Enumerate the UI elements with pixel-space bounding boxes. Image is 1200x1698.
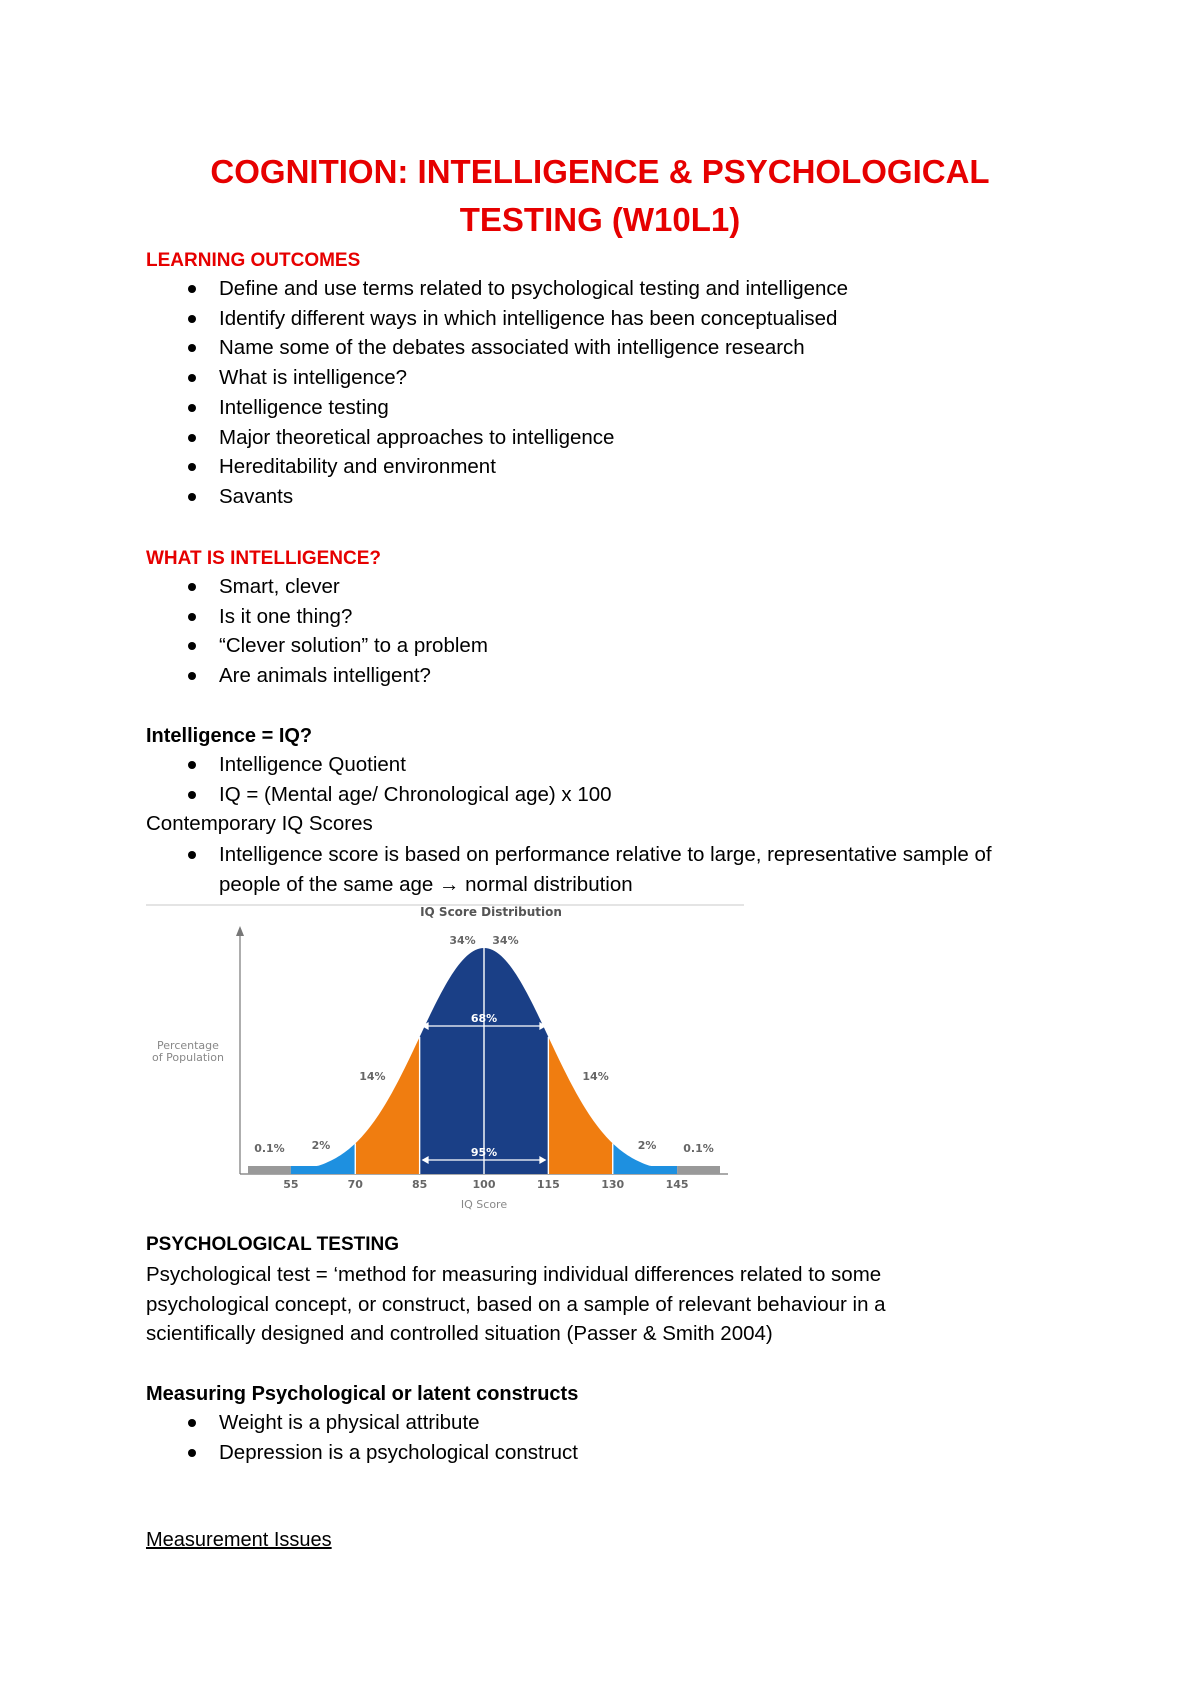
iq-list <box>146 750 612 809</box>
list-item: Smart, clever <box>146 572 488 602</box>
band-area <box>420 948 484 1174</box>
band-tail <box>677 1166 720 1174</box>
list-item: Major theoretical approaches to intelligence <box>146 423 848 453</box>
iq-distribution-chart <box>146 902 746 1214</box>
chart-title: IQ Score Distribution <box>420 905 562 919</box>
band-area <box>355 1037 419 1174</box>
contemporary-iq-heading: Contemporary IQ Scores <box>146 812 373 835</box>
list-item: Name some of the debates associated with intelligence research <box>146 333 848 363</box>
learning-outcomes-list <box>146 274 848 512</box>
band-percent-label: 34% <box>492 934 519 947</box>
band-percent-label: 14% <box>359 1070 386 1083</box>
band-percent-label: 0.1% <box>683 1142 714 1155</box>
band-tail <box>248 1166 291 1174</box>
list-item: Intelligence Quotient <box>146 750 612 780</box>
list-item: Identify different ways in which intelligence has been conceptualised <box>146 304 848 334</box>
x-tick-label: 85 <box>411 1178 428 1191</box>
x-axis-label: IQ Score <box>460 1198 508 1211</box>
x-tick-label: 115 <box>536 1178 560 1191</box>
document-title-line-2: TESTING (W10L1) <box>459 201 741 238</box>
band-percent-label: 0.1% <box>254 1142 285 1155</box>
psychological-test-definition <box>146 1260 1076 1349</box>
band-percent-label: 34% <box>449 934 476 947</box>
y-axis-arrow-icon <box>236 926 244 936</box>
iq-heading: Intelligence = IQ? <box>146 725 313 747</box>
contemporary-iq-list <box>146 840 992 899</box>
list-item: What is intelligence? <box>146 363 848 393</box>
x-tick-label: 100 <box>472 1178 496 1191</box>
list-item: “Clever solution” to a problem <box>146 631 488 661</box>
list-item: Depression is a psychological construct <box>146 1438 578 1468</box>
x-tick-label: 70 <box>347 1178 363 1191</box>
span-95-label: 95% <box>470 1146 498 1159</box>
list-item: Weight is a physical attribute <box>146 1408 578 1438</box>
list-item <box>146 840 992 899</box>
y-axis-label-line-1: Percentage <box>157 1039 219 1052</box>
x-tick-label: 145 <box>665 1178 689 1191</box>
list-item: Hereditability and environment <box>146 452 848 482</box>
what-is-intelligence-heading: WHAT IS INTELLIGENCE? <box>146 548 382 569</box>
band-area <box>484 948 548 1174</box>
measuring-constructs-list <box>146 1408 578 1467</box>
definition-line-2: psychological concept, or construct, based on a sample of relevant behaviour in a <box>146 1292 886 1316</box>
definition-line-1: Psychological test = ‘method for measuring individual differences related to some <box>146 1263 882 1286</box>
x-tick-labels <box>283 1178 688 1191</box>
measurement-issues-heading: Measurement Issues <box>146 1529 332 1551</box>
list-item: Are animals intelligent? <box>146 661 488 691</box>
band-area <box>548 1037 612 1174</box>
list-item: Define and use terms related to psychological testing and intelligence <box>146 274 848 304</box>
band-percent-label: 2% <box>311 1139 331 1152</box>
band-percent-label: 2% <box>637 1139 657 1152</box>
band-percent-label: 14% <box>582 1070 609 1083</box>
document-title-line-1: COGNITION: INTELLIGENCE & PSYCHOLOGICAL <box>210 153 990 190</box>
psychological-testing-heading: PSYCHOLOGICAL TESTING <box>146 1234 400 1255</box>
list-item: Is it one thing? <box>146 602 488 632</box>
distribution-labels <box>254 934 714 1172</box>
list-item: Savants <box>146 482 848 512</box>
x-tick-label: 55 <box>283 1178 299 1191</box>
x-tick-label: 130 <box>601 1178 625 1191</box>
list-item-line-1: Intelligence score is based on performance relative to large, representative sample of <box>219 843 992 866</box>
list-item: Intelligence testing <box>146 393 848 423</box>
list-item: IQ = (Mental age/ Chronological age) x 100 <box>146 780 612 810</box>
definition-line-3: scientifically designed and controlled situation (Passer & Smith 2004) <box>146 1322 773 1346</box>
y-axis-label-line-2: of Population <box>152 1051 224 1064</box>
learning-outcomes-heading: LEARNING OUTCOMES <box>146 250 361 271</box>
what-is-intelligence-list <box>146 572 488 691</box>
span-68-label: 68% <box>470 1012 498 1025</box>
list-item-line-2: people of the same age → normal distribution <box>219 872 633 896</box>
measuring-constructs-heading: Measuring Psychological or latent constructs <box>146 1383 579 1405</box>
